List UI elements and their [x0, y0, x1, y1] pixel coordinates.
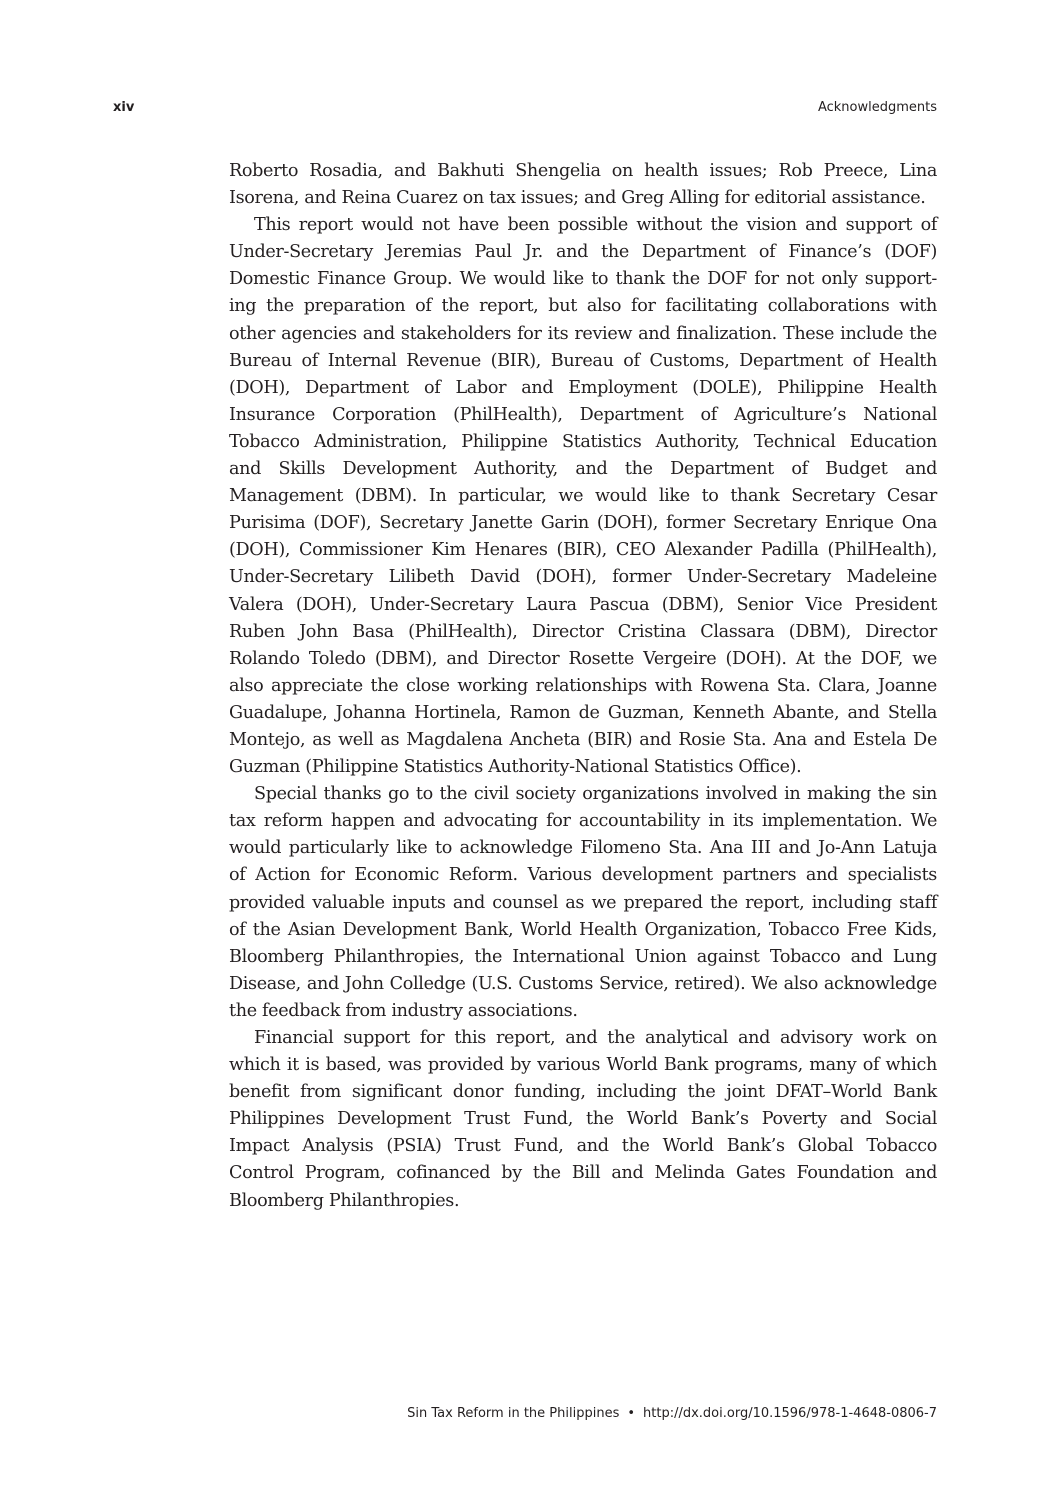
text-line: other agencies and stakeholders for its review and finalization. These include the: [229, 323, 937, 344]
footer-separator: •: [627, 1406, 636, 1421]
text-line: Insurance Corporation (PhilHealth), Department of Agriculture’s National: [229, 404, 937, 425]
text-line: would particularly like to acknowledge Filomeno Sta. Ana III and Jo-Ann Latuja: [229, 838, 937, 859]
text-line: and Skills Development Authority, and the Department of Budget and: [229, 459, 937, 480]
text-line: of the Asian Development Bank, World Health Organization, Tobacco Free Kids,: [229, 919, 937, 940]
text-line: also appreciate the close working relationships with Rowena Sta. Clara, Joanne: [229, 675, 937, 696]
text-line: Special thanks go to the civil society organizations involved in making the sin: [254, 784, 937, 805]
text-line: Impact Analysis (PSIA) Trust Fund, and the World Bank’s Global Tobacco: [229, 1136, 937, 1157]
text-line: Valera (DOH), Under-Secretary Laura Pascua (DBM), Senior Vice President: [229, 594, 937, 615]
running-head: Acknowledgments: [817, 100, 937, 115]
text-line: tax reform happen and advocating for accountability in its implementation. We: [229, 811, 937, 832]
text-line: Philippines Development Trust Fund, the World Bank’s Poverty and Social: [229, 1109, 937, 1130]
text-line: ing the preparation of the report, but also for facilitating collaborations with: [229, 296, 937, 317]
text-line: Under-Secretary Lilibeth David (DOH), former Under-Secretary Madeleine: [229, 567, 937, 588]
paragraph: [229, 158, 937, 212]
text-line: Tobacco Administration, Philippine Statistics Authority, Technical Education: [229, 431, 937, 452]
text-line: which it is based, was provided by various World Bank programs, many of which: [229, 1055, 937, 1076]
text-line: Roberto Rosadia, and Bakhuti Shengelia on health issues; Rob Preece, Lina: [229, 161, 937, 181]
text-line: Management (DBM). In particular, we would like to thank Secretary Cesar: [229, 486, 937, 507]
text-line: Guadalupe, Johanna Hortinela, Ramon de Guzman, Kenneth Abante, and Stella: [229, 702, 937, 723]
paragraph: [229, 1025, 937, 1215]
text-line: Disease, and John Colledge (U.S. Customs Service, retired). We also acknowledge: [229, 973, 937, 994]
text-line: Bloomberg Philanthropies, the International Union against Tobacco and Lung: [229, 946, 937, 967]
text-line: (DOH), Department of Labor and Employment (DOLE), Philippine Health: [229, 377, 937, 398]
text-line: Guzman (Philippine Statistics Authority-National Statistics Office).: [229, 757, 802, 778]
text-line: Financial support for this report, and the analytical and advisory work on: [254, 1028, 937, 1048]
paragraph: [229, 212, 937, 781]
text-line: benefit from significant donor funding, including the joint DFAT–World Bank: [229, 1082, 937, 1103]
book-title: Sin Tax Reform in the Philippines: [407, 1406, 620, 1421]
footer: [407, 1406, 937, 1421]
text-line: of Action for Economic Reform. Various development partners and specialists: [229, 865, 937, 886]
text-line: Isorena, and Reina Cuarez on tax issues; and Greg Alling for editorial assistance.: [229, 188, 926, 209]
text-line: Montejo, as well as Magdalena Ancheta (BIR) and Rosie Sta. Ana and Estela De: [229, 729, 937, 750]
text-line: provided valuable inputs and counsel as we prepared the report, including staff: [229, 892, 937, 913]
text-line: Rolando Toledo (DBM), and Director Rosette Vergeire (DOH). At the DOF, we: [229, 648, 937, 669]
body-text: [229, 158, 937, 1215]
text-line: Bloomberg Philanthropies.: [229, 1190, 460, 1211]
text-line: Domestic Finance Group. We would like to thank the DOF for not only support-: [229, 269, 937, 290]
doi-link[interactable]: http://dx.doi.org/10.1596/978-1-4648-0806-7: [643, 1406, 937, 1421]
page-number: xiv: [113, 100, 135, 115]
text-line: (DOH), Commissioner Kim Henares (BIR), CEO Alexander Padilla (PhilHealth),: [229, 540, 937, 561]
text-line: Control Program, cofinanced by the Bill and Melinda Gates Foundation and: [229, 1163, 937, 1184]
text-line: Ruben John Basa (PhilHealth), Director Cristina Classara (DBM), Director: [229, 621, 937, 642]
text-line: Bureau of Internal Revenue (BIR), Bureau of Customs, Department of Health: [229, 350, 937, 371]
text-line: Under-Secretary Jeremias Paul Jr. and the Department of Finance’s (DOF): [229, 242, 937, 263]
text-line: the feedback from industry associations.: [229, 1000, 578, 1021]
paragraph: [229, 781, 937, 1025]
text-line: Purisima (DOF), Secretary Janette Garin (DOH), former Secretary Enrique Ona: [229, 513, 937, 534]
text-line: This report would not have been possible without the vision and support of: [254, 215, 937, 236]
